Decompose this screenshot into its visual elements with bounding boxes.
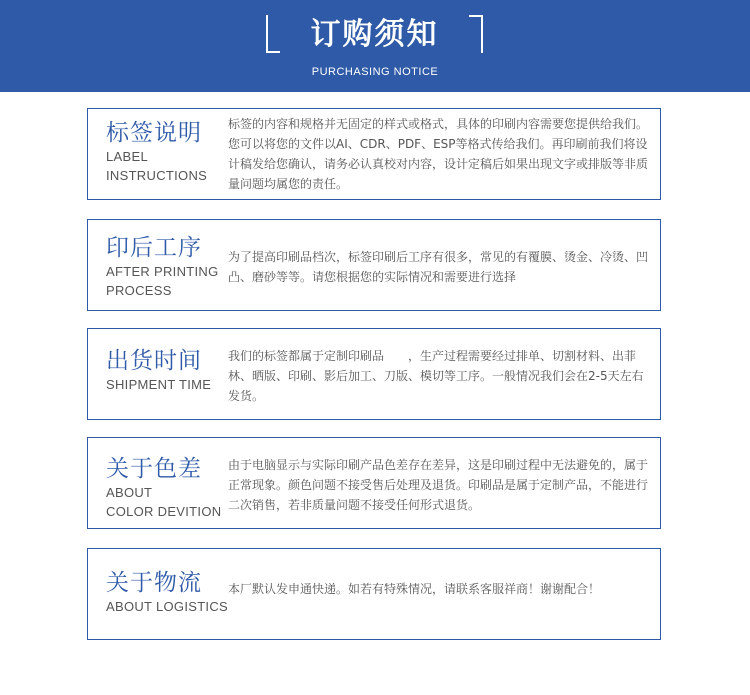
section-title-en-line: ABOUT LOGISTICS <box>106 599 229 614</box>
section-shipment-time <box>87 328 661 420</box>
section-body: 为了提高印刷品档次，标签印刷后工序有很多，常见的有覆膜、烫金、冷烫、凹凸、磨砂等等。请您根据您的实际情况和需要进行选择 <box>228 250 649 284</box>
section-title-en-line: ABOUT <box>106 485 153 500</box>
section-title-en-line: COLOR DEVITION <box>106 504 222 519</box>
section-logistics <box>87 548 661 640</box>
section-color-deviation <box>87 437 661 529</box>
section-body: 我们的标签都属于定制印刷品 ，生产过程需要经过排单、切割材料、出菲林、晒版、印刷、影后加工、刀版、模切等工序。一般情况我们会在2-5天左右发货。 <box>228 349 644 403</box>
section-body: 由于电脑显示与实际印刷产品色差存在差异，这是印刷过程中无法避免的，属于正常现象。颜色问题不接受售后处理及退货。印刷品是属于定制产品，不能进行二次销售，若非质量问题不接受任何形式退货。 <box>228 458 649 512</box>
section-heading <box>106 455 221 521</box>
section-title-cn: 标签说明 <box>106 120 202 146</box>
section-heading <box>106 234 219 300</box>
section-title-cn: 印后工序 <box>106 235 202 261</box>
section-title-en-line: INSTRUCTIONS <box>106 168 208 183</box>
section-title-en-line: SHIPMENT TIME <box>106 377 212 392</box>
section-title-en-line: LABEL <box>106 149 148 164</box>
section-heading <box>106 119 207 185</box>
section-title-cn: 关于物流 <box>106 570 202 596</box>
page-title: 订购须知 <box>310 17 439 52</box>
section-title-en-line: PROCESS <box>106 283 172 298</box>
section-body: 本厂默认发申通快递。如若有特殊情况，请联系客服祥商！谢谢配合！ <box>228 582 601 596</box>
section-body: 标签的内容和规格并无固定的样式或格式，具体的印刷内容需要您提供给我们。您可以将您的文件以AI、CDR、PDF、ESP等格式传给我们。再印刷前我们将设计稿发给您确认，请务必认真校对内容，设计定稿后如果出现文字或排版等非质量问题均属您的责任。 <box>228 117 649 191</box>
section-title-cn: 出货时间 <box>106 348 202 374</box>
section-title-en-line: AFTER PRINTING <box>106 264 219 279</box>
section-heading <box>106 347 211 394</box>
header-banner <box>0 0 750 92</box>
section-title-cn: 关于色差 <box>106 456 202 482</box>
section-heading <box>106 569 228 616</box>
section-after-printing <box>87 219 661 311</box>
section-label-instructions <box>87 108 661 200</box>
page-subtitle: PURCHASING NOTICE <box>311 66 439 78</box>
title-frame <box>266 15 483 55</box>
